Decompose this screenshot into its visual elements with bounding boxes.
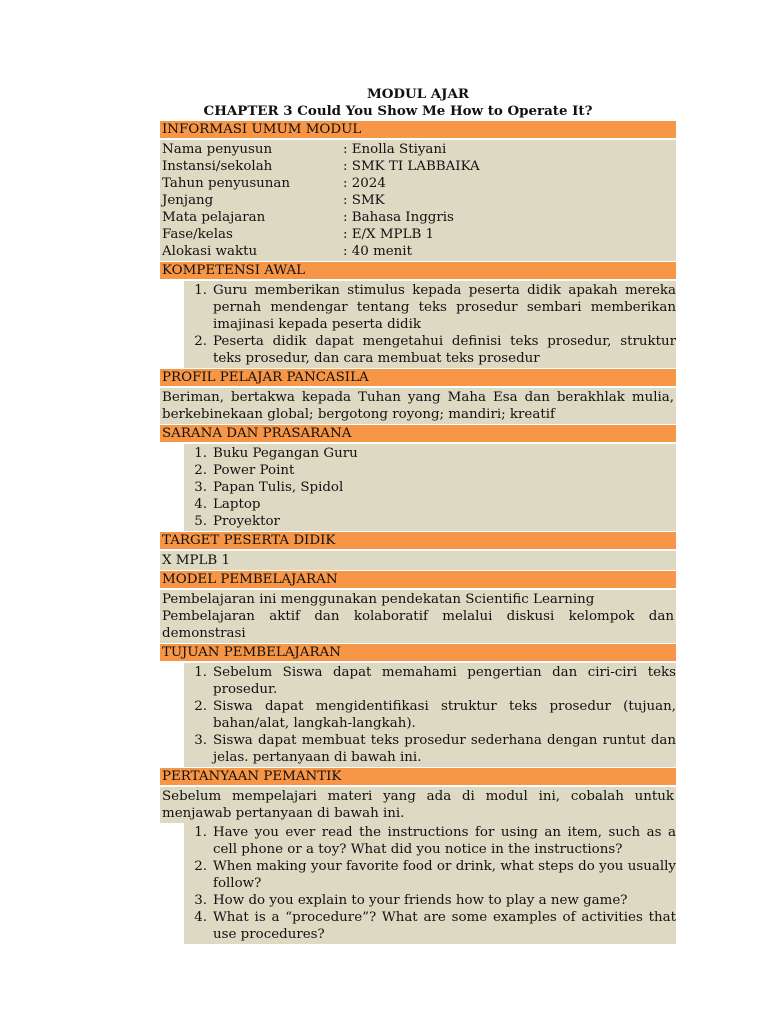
list-text: Papan Tulis, Spidol xyxy=(213,480,344,495)
list-text: Have you ever read the instructions for using an item, such as a cell phone or a toy? What did you notice in the instructions? xyxy=(213,825,676,857)
list-number: 1. xyxy=(194,446,207,461)
list-item xyxy=(184,664,676,698)
list-number: 3. xyxy=(194,733,207,748)
info-value: : SMK xyxy=(343,193,385,208)
section-header-sarana: SARANA DAN PRASARANA xyxy=(160,425,676,442)
model-line-2: Pembelajaran aktif dan kolaboratif melalui diskusi kelompok dan demonstrasi xyxy=(162,609,674,641)
list-text: Siswa dapat membuat teks prosedur sederhana dengan runtut dan jelas. pertanyaan di bawah ini. xyxy=(213,733,676,765)
list-item xyxy=(184,698,676,732)
info-row xyxy=(162,226,674,243)
pemantik-intro: Sebelum mempelajari materi yang ada di modul ini, cobalah untuk menjawab pertanyaan di bawah ini. xyxy=(162,789,674,821)
sarana-list xyxy=(184,444,676,531)
model-line-1: Pembelajaran ini menggunakan pendekatan Scientific Learning xyxy=(162,592,595,607)
list-number: 2. xyxy=(194,699,207,714)
list-item xyxy=(184,479,676,496)
list-item xyxy=(184,909,676,943)
section-header-tujuan: TUJUAN PEMBELAJARAN xyxy=(160,644,676,661)
info-value: : 2024 xyxy=(343,176,386,191)
info-label: Instansi/sekolah xyxy=(162,159,273,174)
list-text: What is a “procedure”? What are some examples of activities that use procedures? xyxy=(213,910,676,942)
section-header-model: MODEL PEMBELAJARAN xyxy=(160,571,676,588)
list-number: 2. xyxy=(194,859,207,874)
info-row xyxy=(162,209,674,226)
pemantik-list xyxy=(184,823,676,944)
list-item xyxy=(184,496,676,513)
list-item xyxy=(184,732,676,766)
list-item xyxy=(184,513,676,530)
list-number: 3. xyxy=(194,480,207,495)
list-text: Laptop xyxy=(213,497,261,512)
list-number: 1. xyxy=(194,665,207,680)
section-header-pemantik: PERTANYAAN PEMANTIK xyxy=(160,768,676,785)
info-value: : SMK TI LABBAIKA xyxy=(343,159,480,174)
list-text: Peserta didik dapat mengetahui definisi teks prosedur, struktur teks prosedur, dan cara membuat teks prosedur xyxy=(213,334,676,366)
info-row xyxy=(162,243,674,260)
list-number: 1. xyxy=(194,283,207,298)
list-number: 3. xyxy=(194,893,207,908)
info-row xyxy=(162,175,674,192)
module-document xyxy=(160,86,676,944)
kompetensi-list xyxy=(184,281,676,368)
info-label: Nama penyusun xyxy=(162,142,273,157)
list-number: 5. xyxy=(194,514,207,529)
info-value: : Enolla Stiyani xyxy=(343,142,447,157)
target-text: X MPLB 1 xyxy=(160,551,676,570)
section-header-profil: PROFIL PELAJAR PANCASILA xyxy=(160,369,676,386)
info-value: : Bahasa Inggris xyxy=(343,210,454,225)
list-text: How do you explain to your friends how to play a new game? xyxy=(213,893,628,908)
list-item xyxy=(184,892,676,909)
info-row xyxy=(162,192,674,209)
tujuan-list xyxy=(184,663,676,767)
section-header-kompetensi: KOMPETENSI AWAL xyxy=(160,262,676,279)
list-text: Sebelum Siswa dapat memahami pengertian dan ciri-ciri teks prosedur. xyxy=(213,665,676,697)
list-item xyxy=(184,333,676,367)
info-row xyxy=(162,141,674,158)
profil-text: Beriman, bertakwa kepada Tuhan yang Maha Esa dan berakhlak mulia, berkebinekaan global; bergotong royong; mandiri; kreatif xyxy=(162,390,674,422)
informasi-body xyxy=(160,140,676,261)
list-number: 2. xyxy=(194,334,207,349)
list-number: 4. xyxy=(194,910,207,925)
list-text: Guru memberikan stimulus kepada peserta didik apakah mereka pernah mendengar tentang teks prosedur sembari memberikan imajinasi kepada peserta didik xyxy=(213,283,676,332)
info-label: Jenjang xyxy=(162,193,214,208)
list-item xyxy=(184,824,676,858)
list-text: Buku Pegangan Guru xyxy=(213,446,358,461)
info-row xyxy=(162,158,674,175)
list-text: Power Point xyxy=(213,463,295,478)
info-label: Tahun penyusunan xyxy=(162,176,291,191)
list-text: Siswa dapat mengidentifikasi struktur teks prosedur (tujuan, bahan/alat, langkah-langkah). xyxy=(213,699,676,731)
list-item xyxy=(184,462,676,479)
list-number: 1. xyxy=(194,825,207,840)
info-value: : 40 menit xyxy=(343,244,412,259)
list-number: 4. xyxy=(194,497,207,512)
info-label: Alokasi waktu xyxy=(162,244,258,259)
list-item xyxy=(184,445,676,462)
info-label: Fase/kelas xyxy=(162,227,233,242)
list-item xyxy=(184,282,676,333)
list-item xyxy=(184,858,676,892)
section-header-target: TARGET PESERTA DIDIK xyxy=(160,532,676,549)
list-text: When making your favorite food or drink, what steps do you usually follow? xyxy=(213,859,676,891)
model-body xyxy=(160,590,676,643)
document-title: MODUL AJAR xyxy=(366,86,470,102)
section-header-informasi: INFORMASI UMUM MODUL xyxy=(160,121,676,138)
list-text: Proyektor xyxy=(213,514,280,529)
list-number: 2. xyxy=(194,463,207,478)
document-subtitle: CHAPTER 3 Could You Show Me How to Operate It? xyxy=(203,103,593,119)
info-label: Mata pelajaran xyxy=(162,210,266,225)
info-value: : E/X MPLB 1 xyxy=(343,227,435,242)
